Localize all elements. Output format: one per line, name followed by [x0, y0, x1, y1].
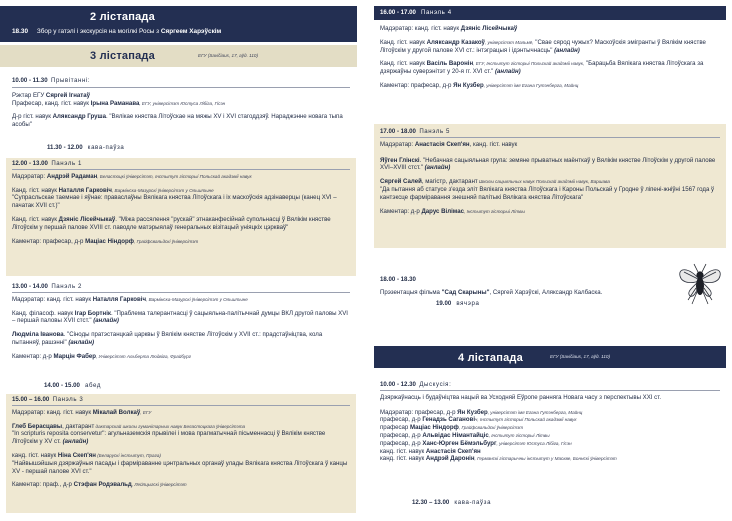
r1-name: Генадзь Саганові [422, 416, 476, 424]
panel2-comm-aff: , Універсітэт Альберта Людвіга, Фрайбург [96, 353, 192, 359]
panel3-moderator [12, 409, 350, 417]
panel4-p2-aff: , ЕГУ, Інстытут гісторыі Польскай акадэміі навук, [473, 61, 585, 67]
panel5-comm-name: Дарус Вілімас [421, 207, 465, 215]
panel2-moderator [12, 296, 350, 304]
panel2-p1-title: . "Праблема талерантнасці ў сацыяльна-палітычнай думцы ВКЛ другой паловы XVI – першай паловы XVII стст." [12, 309, 349, 325]
panel1-mod-name: Андрэй Радаман [46, 172, 98, 180]
r4-aff: , універсітэт Юстуса Лібіга, Гісэн [496, 440, 572, 446]
panel1-speaker-2 [12, 216, 350, 232]
panel4-p1-aff: , універсітэт Мальмё, [484, 39, 534, 45]
welcome-l2-name: Ірына Раманава [90, 99, 140, 107]
panel2-label: Панэль 2 [51, 283, 83, 290]
discussion-rule [380, 390, 720, 391]
discussion-row-6 [380, 455, 720, 463]
panel5-p2-role: , магістр, дактарант [421, 178, 478, 186]
discussion-header [380, 381, 720, 389]
film-pre: Прэзентацыя фільма [380, 288, 440, 296]
coffee-break-day4 [412, 499, 491, 507]
panel3-comm-name: Стэфан Родэвальд [73, 481, 132, 489]
panel4-p1-name: Аляксандр Казакоў [426, 38, 485, 46]
welcome-rule [12, 87, 350, 88]
r6-role: канд. гіст. навук [380, 455, 425, 463]
discussion-mod-name: Ян Кузбер [457, 408, 488, 416]
day3-header [0, 45, 357, 67]
discussion-block [380, 381, 720, 463]
day2-header [0, 6, 357, 42]
panel4-p2-name: Васіль Варонін [426, 60, 474, 68]
evening-line [436, 300, 479, 308]
coffee1-time: 11.30 - 12.00 [47, 144, 83, 151]
panel1-content [12, 160, 350, 245]
panel1-time: 12.00 - 13.00 [12, 160, 48, 167]
panel2-mod-aff: , Вармінска-Мазурскі ўніверсітэт у Ольштыне [146, 296, 248, 302]
panel3-p2-name: Ніна Скеп'ян [57, 451, 96, 459]
r5-role: канд. гіст. навук [380, 447, 425, 455]
panel1-speaker-1 [12, 187, 350, 195]
coffee1-label: кава-паўза [87, 144, 125, 151]
film-line [380, 289, 670, 297]
panel5-comm-role: Каментар: д-р [380, 207, 420, 215]
panel2-p1-role: Канд. філасоф. навук [12, 309, 74, 317]
panel1-p1-name: Наталля Гарковіч [58, 186, 112, 194]
day3-venue: ЕГУ (Savičiaus, 17, аўд. 110) [198, 53, 258, 58]
panel4-comm-aff: , універсітэт імя Егана Гутэнберга, Майнц [483, 82, 579, 88]
panel3-p2-title: "Найвышэйшыя дзяржаўныя пасады і фарміраванне цэнтральных органаў улады Вялікага княства Літоўскага ў канцы XV - першай палове XVI ст." [12, 459, 348, 475]
panel5-p1-name: Яўген Глінскі [380, 156, 420, 164]
panel3-p1-aff: дактарскай школы гуманітарных навук Беластоцкага ўніверсітэта [94, 423, 246, 429]
panel2-header [12, 283, 350, 291]
panel5-rule [380, 137, 720, 138]
panel2-p1-tag: (анлайн) [93, 317, 119, 325]
welcome-l1-role: Рэктар ЕГУ [12, 91, 45, 99]
panel1-label: Панэль 1 [51, 160, 83, 167]
discussion-mod-aff: , універсітэт імя Егана Гутэнберга, Майнц [487, 409, 583, 415]
panel3-content [12, 396, 350, 489]
panel3-time: 15.00 – 16.00 [12, 396, 50, 403]
day2-event-text: Збор у гатэлі і экскурсія на могілкі Росы з [36, 28, 160, 35]
film-post: , Сяргей Харэўскі, Аляксандр Калбаска. [489, 288, 603, 296]
panel3-speaker-2 [12, 452, 350, 460]
panel5-mod-name: Анастасія Скеп'ян [414, 140, 470, 148]
r4-name: Ханс-Юрген Бёмэльбург [422, 439, 497, 447]
panel2-block [12, 283, 350, 361]
panel3-commentator [12, 481, 350, 489]
welcome-l3-title: . "Вялікае княства Літоўскае на мяжы XV і XVI стагоддзяў. Нараджэнне новага тыпа асобы" [12, 113, 343, 129]
panel5-p1-title: . "Небачная сацыяльная група: земяне прыватных маёнткаў у Вялікім княстве Літоўскім у другой палове XVI–XVIII стст." [380, 156, 716, 172]
film-block [380, 276, 670, 307]
r3-aff: , Інстытут гісторыі Літвы [488, 432, 550, 438]
welcome-l3-name: Аляксандр Груша [52, 113, 106, 121]
panel5-p2-name: Сяргей Салей [380, 178, 422, 186]
panel3-p1-title: "In scripturis reposita conservetur": агульназемскія прывілеі і мова прагматычнай пісьменнасці ў Вялікім княстве Літоўскім у XV ст. [12, 430, 326, 446]
r2-name: Мацiас Ніндорф [410, 424, 459, 432]
panel1-p1-title: "Супрасльскае таемнае і яўнае: праваслаўны Вялікага княства Літоўскага і іх маскоўскія адзінаверцы (канец XVI – пачатак XVII ст.)" [12, 194, 337, 210]
panel4-commentator [380, 82, 720, 90]
panel1-p2-role: Канд. гіст. навук [12, 215, 57, 223]
panel5-comm-aff: , Інстытут гісторыі Літвы [464, 208, 525, 214]
panel2-p2-title: . "Сіноды пратэстанцкай царквы ў Вялікім княстве Літоўскім у XVII ст.: прадстаўніцтва, кола пытанняў, рашэнні" [12, 331, 323, 346]
panel4-block [374, 6, 726, 118]
panel3-comm-role: Каментар: праф., д-р [12, 481, 72, 489]
panel3-mod-aff: , ЕГУ [140, 409, 152, 415]
day2-event [12, 28, 221, 36]
panel3-header [12, 396, 350, 404]
panel2-rule [12, 292, 350, 293]
panel3-p1-tag: (анлайн) [62, 438, 89, 446]
panel2-time: 13.00 - 14.00 [12, 283, 48, 290]
welcome-block [12, 77, 350, 129]
discussion-label: Дыскусія: [419, 381, 452, 388]
panel3-p1-name: Глеб Берасцавы [12, 422, 63, 430]
panel4-mod-role: Мадэратар: канд. гіст. навук [380, 25, 459, 32]
panel3-p2-role: канд. гіст. навук [12, 451, 57, 459]
panel2-mod-name: Наталля Гарковіч [92, 295, 147, 303]
panel5-mod-aff: , канд. гіст. навук [469, 140, 518, 148]
panel5-p2-aff: Школы сацыяльных навук Польскай акадэміі навук, Варшава [477, 179, 610, 185]
panel4-content [380, 25, 720, 90]
panel5-label: Панэль 5 [419, 128, 451, 135]
r3-name: Альвідас Німантайціс [422, 431, 489, 439]
panel3-rule [12, 405, 350, 406]
panel1-rule [12, 169, 350, 170]
panel1-comm-aff: , Грайфсвальдскі ўніверсітэт [134, 238, 199, 244]
discussion-row-5 [380, 448, 720, 456]
panel4-p1-title: "Свае сярод чужых? Маскоўскія эмігранты ў Вялікім княстве Літоўскім у другой палове XVI ст.: інтэграцыя і ідэнтычнасць" [380, 38, 706, 54]
panel5-p2-title: "Да пытання аб статусе з'езда эліт Вялікага княства Літоўскага і Кароны Польскай у Гродне ў ліпені-жніўні 1567 года ў кантэксце фарміравання знешняй палітыкі Вялікага княства Літоўскага" [380, 185, 715, 201]
discussion-row-3 [380, 432, 720, 440]
panel2-comm-name: Марцін Фабер [53, 352, 96, 360]
discussion-row-2 [380, 424, 720, 432]
panel2-comm-role: Каментар: д-р [12, 352, 52, 360]
panel5-p1-tag: (анлайн) [424, 164, 451, 172]
panel4-speaker-2 [380, 60, 720, 76]
panel1-block [6, 158, 356, 276]
welcome-line-2 [12, 100, 350, 108]
panel4-mod-name: Дзяніс Лісейчыкаў [460, 25, 518, 32]
panel1-p2-name: Дзяніс Лісейчыкаў [58, 215, 116, 223]
welcome-l2-role: Прафесар, канд. гіст. навук [12, 99, 89, 107]
bee-illustration [674, 258, 726, 306]
day4-title: 4 лістапада [458, 352, 523, 364]
panel4-header [374, 6, 726, 20]
day4-coffee-time: 12.30 – 13.00 [412, 499, 450, 506]
panel1-mod-aff: , Беластоцкі ўніверсітэт, Інстытут гісторыі Польскай акадэміі навук [97, 173, 252, 179]
panel3-speaker-1 [12, 423, 350, 431]
panel1-p1-aff: , Вармінска-Мазурскі ўніверсітэт у Ольштыне [111, 187, 214, 193]
welcome-line-1 [12, 92, 350, 100]
panel5-commentator [380, 208, 720, 216]
panel3-p1-role: , дактарант [62, 422, 95, 430]
panel5-time: 17.00 - 18.00 [380, 128, 416, 135]
evening-label: вячэра [456, 300, 480, 307]
panel5-moderator [380, 141, 720, 149]
panel3-comm-aff: , Лейпцыгскі ўніверсітэт [131, 482, 187, 488]
panel1-header [12, 160, 350, 168]
panel3-p2-aff: (Беларускі інстытут, Прага) [95, 452, 161, 458]
panel3-block [6, 394, 356, 513]
panel5-mod-role: Мадэратар: [380, 140, 414, 148]
panel2-p1-name: Ігар Бортнік [74, 309, 111, 317]
panel4-time: 16.00 - 17.00 [380, 9, 416, 16]
welcome-l1-name: Сяргей Ігнатаў [45, 91, 91, 99]
panel5-header [380, 128, 720, 136]
lunch-break [44, 382, 101, 390]
panel1-mod-role: Мадэратар: [12, 172, 46, 180]
panel1-p2-title: . "Міжа рассялення "рускай" этнаканфесійнай супольнасці ў Вялікім княстве Літоўскім у першай палове XVIII ст. паводле матэрыялаў генеральных візітацый уніяцкіх цэркваў" [12, 215, 331, 231]
coffee-break-1 [47, 144, 124, 152]
panel3-label: Панэль 3 [52, 396, 84, 403]
panel4-p1-tag: (анлайн) [554, 46, 580, 54]
welcome-header [12, 77, 350, 85]
panel2-p2-name: Людміла Іванова [12, 331, 64, 339]
welcome-l2-aff: , ЕГУ, універсітэт Юстуса Лібіга, Гісэн [139, 100, 226, 106]
day2-time: 18.30 [12, 28, 28, 35]
panel4-p2-role: Канд. гіст. навук [380, 60, 425, 68]
day3-title: 3 лістапада [90, 50, 155, 62]
r2-role: прафесар [380, 424, 409, 432]
r2-aff: , Грайфсвальдскі ўніверсітэт [458, 425, 524, 431]
discussion-topic: Дзяржаўнасць і будаўніцтва нацый ва Усходняй Еўропе ранняга Новага часу з перспектывы XXI ст. [380, 393, 662, 401]
welcome-time: 10.00 - 11.30 [12, 77, 48, 84]
panel3-p1-title-line [12, 430, 350, 446]
discussion-time: 10.00 - 12.30 [380, 381, 416, 388]
discussion-mod-role: Мадэратар: прафесар, д-р [380, 408, 456, 416]
panel1-comm-name: Мацiас Ніндорф [85, 237, 135, 245]
panel2-speaker-2 [12, 331, 350, 347]
lunch-time: 14.00 - 15.00 [44, 382, 80, 389]
panel2-speaker-1 [12, 310, 350, 326]
day2-event-person: Сяргеем Харэўскім [160, 28, 222, 35]
panel4-p2-title: "Барацьба Вялікага княства Літоўскага за дзяржаўны суверэнітэт у 20-я гг. XVI ст." [380, 60, 704, 76]
r1-role: прафесар, д-р [380, 416, 421, 424]
r6-aff: , Германскі гістарычны інстытут у Маскве, Боннскі ўніверсітэт [474, 456, 617, 462]
panel2-commentator [12, 353, 350, 361]
panel4-comm-role: Каментар: прафесар, д-р [380, 81, 452, 89]
panel4-p2-tag: (анлайн) [494, 68, 521, 76]
panel1-p1-role: Канд. гіст. навук [12, 186, 57, 194]
lunch-label: абед [85, 382, 102, 389]
panel2-mod-role: Мадэратар: канд. гіст. навук [12, 295, 91, 303]
panel3-mod-role: Мадэратар: канд. гіст. навук [12, 408, 91, 416]
film-time: 18.00 - 18.30 [380, 276, 416, 283]
panel1-comm-role: Каментар: прафесар, д-р [12, 237, 84, 245]
panel3-mod-name: Мікалай Волкаў [92, 408, 141, 416]
r4-role: прафесар, д-р [380, 439, 421, 447]
r5-name: Анастасія Скеп'ян [425, 447, 481, 455]
evening-time: 19.00 [436, 300, 452, 307]
panel4-header-text [380, 9, 452, 17]
r6-name: Андрэй Даронін [425, 455, 475, 463]
panel4-p1-role: Канд. гіст. навук [380, 38, 425, 46]
panel4-label: Панэль 4 [421, 9, 452, 16]
panel5-content [380, 128, 720, 215]
day4-coffee-label: кава-паўза [454, 499, 492, 506]
panel5-speaker-2 [380, 178, 720, 186]
panel1-moderator [12, 173, 350, 181]
r3-role: прафесар, д-р [380, 431, 421, 439]
panel5-block [374, 124, 726, 248]
panel4-moderator [380, 25, 720, 33]
panel4-comm-name: Ян Кузбер [453, 81, 484, 89]
discussion-row-4 [380, 440, 720, 448]
panel5-speaker-1 [380, 157, 720, 173]
panel2-p2-tag: (анлайн) [68, 338, 95, 346]
welcome-label: Прывітанні: [50, 77, 91, 84]
day4-venue: ЕГУ (Savičiaus, 17, аўд. 110) [550, 354, 610, 359]
r1-aff: ч, Інстытут гісторыі Польскай акадэміі навук [475, 417, 577, 423]
day2-title: 2 лістапада [90, 11, 155, 23]
discussion-moderator [380, 409, 720, 417]
panel1-commentator [12, 238, 350, 246]
discussion-row-1 [380, 416, 720, 424]
film-title: "Сад Скарыны" [441, 288, 490, 296]
welcome-line-3 [12, 113, 350, 129]
panel4-speaker-1 [380, 39, 720, 55]
day4-header [374, 346, 726, 368]
welcome-l3-role: Д-р гіст. навук [12, 113, 51, 121]
